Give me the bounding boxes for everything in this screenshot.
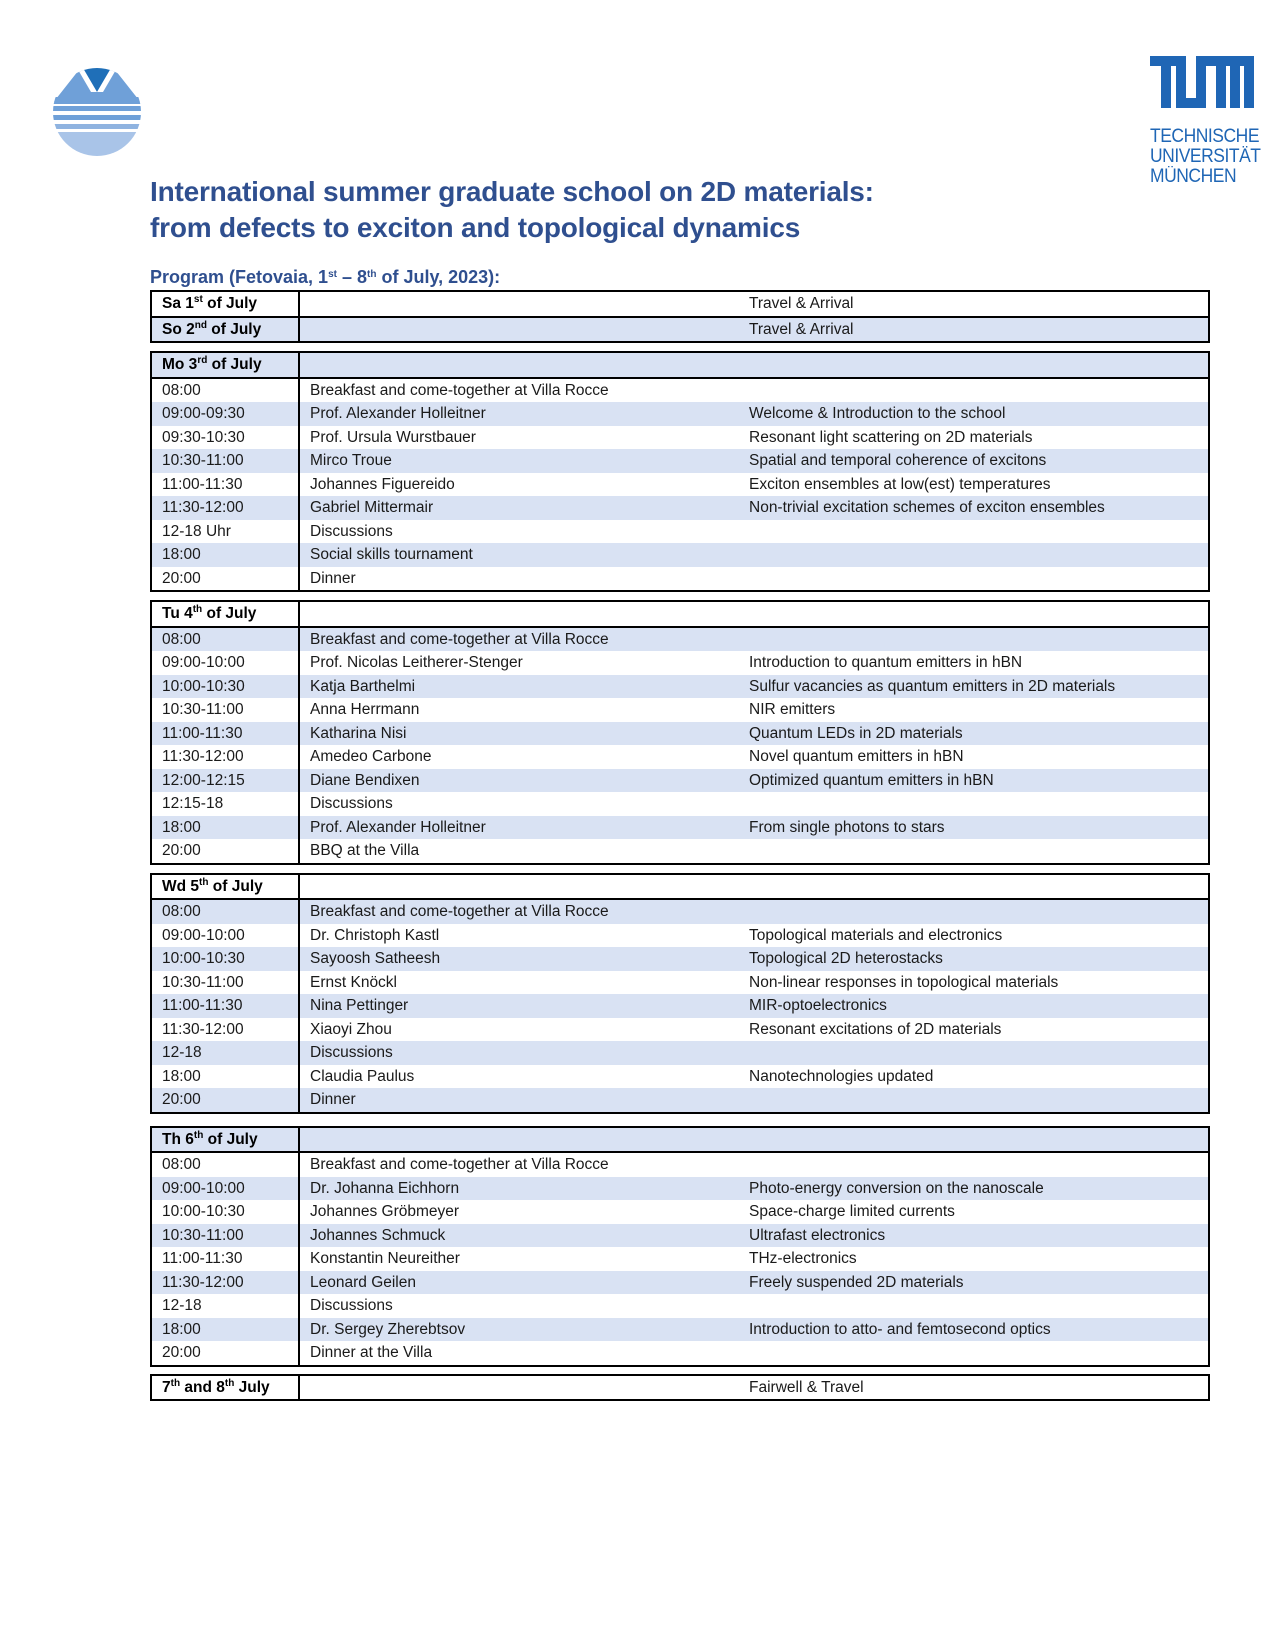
topic-cell: Welcome & Introduction to the school (739, 402, 1209, 426)
speaker-cell: Xiaoyi Zhou (299, 1018, 739, 1042)
speaker-cell: Prof. Alexander Holleitner (299, 816, 739, 840)
time-cell: 09:00-10:00 (151, 651, 299, 675)
day-table (150, 873, 1210, 1114)
schedule-row (151, 402, 1209, 426)
topic-cell: Freely suspended 2D materials (739, 1271, 1209, 1295)
schedule-row (151, 520, 1209, 544)
day-label (162, 321, 261, 338)
time-cell: 10:30-11:00 (151, 449, 299, 473)
speaker-cell: Prof. Ursula Wurstbauer (299, 426, 739, 450)
speaker-cell: Dinner at the Villa (299, 1341, 739, 1366)
day-label-prefix: So 2 (162, 320, 195, 338)
speaker-cell: Dinner (299, 567, 739, 592)
day-label-sup: nd (194, 319, 207, 331)
final-label-p2: and 8 (180, 1378, 225, 1396)
time-cell: 08:00 (151, 1152, 299, 1177)
time-cell: 20:00 (151, 567, 299, 592)
topic-cell: Photo-energy conversion on the nanoscale (739, 1177, 1209, 1201)
topic-cell (739, 567, 1209, 592)
schedule-row (151, 924, 1209, 948)
day-header-note (739, 601, 1209, 627)
time-cell: 11:30-12:00 (151, 745, 299, 769)
day-label-prefix: Sa 1 (162, 295, 194, 313)
speaker-cell: Prof. Alexander Holleitner (299, 402, 739, 426)
speaker-cell: Discussions (299, 1294, 739, 1318)
speaker-cell: Johannes Gröbmeyer (299, 1200, 739, 1224)
speaker-cell: Claudia Paulus (299, 1065, 739, 1089)
speaker-cell: Mirco Troue (299, 449, 739, 473)
schedule-row (151, 971, 1209, 995)
topic-cell: Nanotechnologies updated (739, 1065, 1209, 1089)
schedule-row (151, 947, 1209, 971)
topic-cell: Quantum LEDs in 2D materials (739, 722, 1209, 746)
speaker-cell: Johannes Figuereido (299, 473, 739, 497)
day-header-note (739, 352, 1209, 378)
schedule-row (151, 675, 1209, 699)
day-label (162, 1131, 258, 1148)
final-label-cell (151, 1375, 299, 1401)
schedule-row (151, 1177, 1209, 1201)
topic-cell: Resonant excitations of 2D materials (739, 1018, 1209, 1042)
day-label-suffix: of July (208, 877, 263, 895)
time-cell: 10:30-11:00 (151, 1224, 299, 1248)
day-label-prefix: Tu 4 (162, 605, 193, 623)
speaker-cell: Katja Barthelmi (299, 675, 739, 699)
time-cell: 11:30-12:00 (151, 1271, 299, 1295)
day-label-cell (151, 317, 299, 343)
final-label (162, 1379, 270, 1396)
day-table (150, 351, 1210, 592)
topic-cell (739, 1088, 1209, 1113)
speaker-cell: Breakfast and come-together at Villa Rocce (299, 378, 739, 403)
schedule-row (151, 816, 1209, 840)
speaker-cell: Breakfast and come-together at Villa Rocce (299, 1152, 739, 1177)
speaker-cell: Prof. Nicolas Leitherer-Stenger (299, 651, 739, 675)
speaker-cell: Ernst Knöckl (299, 971, 739, 995)
topic-cell: Topological 2D heterostacks (739, 947, 1209, 971)
topic-cell: Topological materials and electronics (739, 924, 1209, 948)
time-cell: 11:30-12:00 (151, 496, 299, 520)
speaker-cell: Gabriel Mittermair (299, 496, 739, 520)
day-label-sup: th (193, 1129, 204, 1141)
speaker-cell: Johannes Schmuck (299, 1224, 739, 1248)
speaker-cell: BBQ at the Villa (299, 839, 739, 864)
day-label-prefix: Th 6 (162, 1130, 194, 1148)
topic-cell (739, 1294, 1209, 1318)
schedule-row (151, 1294, 1209, 1318)
page-title (150, 174, 874, 246)
time-cell: 09:30-10:30 (151, 426, 299, 450)
final-label-s1: th (170, 1377, 181, 1389)
time-cell: 18:00 (151, 1065, 299, 1089)
day-header-note: Travel & Arrival (739, 317, 1209, 343)
schedule-row (151, 378, 1209, 403)
schedule-row (151, 426, 1209, 450)
topic-cell: Spatial and temporal coherence of excitons (739, 449, 1209, 473)
time-cell: 11:00-11:30 (151, 1247, 299, 1271)
day-label-prefix: Wd 5 (162, 877, 200, 895)
topic-cell: Novel quantum emitters in hBN (739, 745, 1209, 769)
topic-cell (739, 1152, 1209, 1177)
day-table (150, 1126, 1210, 1367)
topic-cell: Introduction to atto- and femtosecond optics (739, 1318, 1209, 1342)
topic-cell: Non-trivial excitation schemes of exciton ensembles (739, 496, 1209, 520)
day-label-prefix: Mo 3 (162, 356, 198, 374)
day-header-row (151, 874, 1209, 900)
final-note: Fairwell & Travel (739, 1375, 1209, 1401)
topic-cell: Introduction to quantum emitters in hBN (739, 651, 1209, 675)
tum-line-2: UNIVERSITÄT (1150, 146, 1261, 167)
time-cell: 12-18 (151, 1294, 299, 1318)
speaker-cell: Amedeo Carbone (299, 745, 739, 769)
schedule-row (151, 449, 1209, 473)
schedule-row (151, 1247, 1209, 1271)
time-cell: 11:00-11:30 (151, 473, 299, 497)
speaker-cell: Anna Herrmann (299, 698, 739, 722)
title-line-1: International summer graduate school on 2D materials: (150, 176, 874, 207)
program-prefix: Program (Fetovaia, 1 (150, 267, 329, 287)
day-label-sup: th (199, 876, 209, 888)
time-cell: 11:00-11:30 (151, 722, 299, 746)
topic-cell (739, 627, 1209, 652)
topic-cell (739, 792, 1209, 816)
table-gap (150, 592, 1210, 600)
time-cell: 18:00 (151, 816, 299, 840)
day-header-note (739, 1127, 1209, 1153)
time-cell: 11:00-11:30 (151, 994, 299, 1018)
speaker-cell: Dr. Sergey Zherebtsov (299, 1318, 739, 1342)
day-header-note: Travel & Arrival (739, 291, 1209, 317)
topic-cell: Space-charge limited currents (739, 1200, 1209, 1224)
time-cell: 10:00-10:30 (151, 947, 299, 971)
topic-cell: NIR emitters (739, 698, 1209, 722)
emblem-icon (50, 66, 144, 156)
day-label (162, 356, 262, 373)
day-label-cell (151, 1127, 299, 1153)
schedule-row (151, 745, 1209, 769)
day-header-row (151, 317, 1209, 343)
topic-cell (739, 1041, 1209, 1065)
schedule-row (151, 792, 1209, 816)
time-cell: 08:00 (151, 627, 299, 652)
speaker-cell: Dinner (299, 1088, 739, 1113)
schedule-row (151, 543, 1209, 567)
speaker-cell: Dr. Christoph Kastl (299, 924, 739, 948)
speaker-cell: Social skills tournament (299, 543, 739, 567)
time-cell: 08:00 (151, 899, 299, 924)
program-mid: – 8 (336, 267, 367, 287)
day-label (162, 605, 256, 622)
time-cell: 09:00-09:30 (151, 402, 299, 426)
tum-line-1: TECHNISCHE (1150, 126, 1260, 147)
day-header-note (739, 874, 1209, 900)
time-cell: 20:00 (151, 1088, 299, 1113)
day-header-blank (299, 352, 739, 378)
program-heading (150, 266, 500, 288)
topic-cell: MIR-optoelectronics (739, 994, 1209, 1018)
day-label-suffix: of July (203, 1130, 258, 1148)
time-cell: 18:00 (151, 1318, 299, 1342)
schedule-row (151, 1224, 1209, 1248)
topic-cell: Ultrafast electronics (739, 1224, 1209, 1248)
time-cell: 10:00-10:30 (151, 1200, 299, 1224)
topic-cell (739, 899, 1209, 924)
topic-cell (739, 543, 1209, 567)
time-cell: 11:30-12:00 (151, 1018, 299, 1042)
table-gap (150, 1114, 1210, 1126)
schedule-row (151, 1271, 1209, 1295)
time-cell: 08:00 (151, 378, 299, 403)
speaker-cell: Nina Pettinger (299, 994, 739, 1018)
schedule-row (151, 1200, 1209, 1224)
speaker-cell: Dr. Johanna Eichhorn (299, 1177, 739, 1201)
schedule-row (151, 627, 1209, 652)
schedule-row (151, 1318, 1209, 1342)
schedule-row (151, 698, 1209, 722)
program-suffix: of July, 2023): (376, 267, 501, 287)
speaker-cell: Breakfast and come-together at Villa Rocce (299, 899, 739, 924)
topic-cell: Resonant light scattering on 2D materials (739, 426, 1209, 450)
topic-cell: Optimized quantum emitters in hBN (739, 769, 1209, 793)
final-label-p3: July (234, 1378, 270, 1396)
time-cell: 20:00 (151, 1341, 299, 1366)
day-header-row (151, 601, 1209, 627)
day-label-sup: th (192, 604, 203, 616)
day-label (162, 295, 257, 312)
final-row (151, 1375, 1209, 1401)
day-label-cell (151, 352, 299, 378)
topic-cell: Non-linear responses in topological materials (739, 971, 1209, 995)
program-sup-2: th (367, 269, 377, 280)
speaker-cell: Discussions (299, 792, 739, 816)
time-cell: 12-18 (151, 1041, 299, 1065)
time-cell: 12:15-18 (151, 792, 299, 816)
speaker-cell: Discussions (299, 1041, 739, 1065)
day-table (150, 290, 1210, 343)
tum-logo (1150, 56, 1262, 187)
day-label-sup: st (193, 294, 203, 306)
table-gap (150, 1367, 1210, 1374)
time-cell: 12:00-12:15 (151, 769, 299, 793)
schedule-row (151, 1152, 1209, 1177)
schedule-row (151, 839, 1209, 864)
schedule-row (151, 1041, 1209, 1065)
day-label (162, 878, 263, 895)
day-header-blank (299, 291, 739, 317)
time-cell: 09:00-10:00 (151, 1177, 299, 1201)
topic-cell: THz-electronics (739, 1247, 1209, 1271)
speaker-cell: Sayoosh Satheesh (299, 947, 739, 971)
day-label-cell (151, 874, 299, 900)
time-cell: 10:00-10:30 (151, 675, 299, 699)
schedule-row (151, 651, 1209, 675)
day-label-suffix: of July (206, 320, 262, 338)
speaker-cell: Leonard Geilen (299, 1271, 739, 1295)
schedule-row (151, 1088, 1209, 1113)
day-header-blank (299, 601, 739, 627)
day-label-suffix: of July (207, 356, 262, 374)
final-label-p1: 7 (162, 1378, 171, 1396)
schedule-row (151, 1018, 1209, 1042)
topic-cell: Exciton ensembles at low(est) temperatures (739, 473, 1209, 497)
schedule-row (151, 496, 1209, 520)
schedule-row (151, 473, 1209, 497)
topic-cell (739, 1341, 1209, 1366)
time-cell: 10:30-11:00 (151, 698, 299, 722)
topic-cell (739, 520, 1209, 544)
speaker-cell: Katharina Nisi (299, 722, 739, 746)
day-header-row (151, 291, 1209, 317)
day-header-blank (299, 1127, 739, 1153)
day-label-suffix: of July (202, 295, 258, 313)
time-cell: 09:00-10:00 (151, 924, 299, 948)
time-cell: 12-18 Uhr (151, 520, 299, 544)
time-cell: 20:00 (151, 839, 299, 864)
day-header-row (151, 1127, 1209, 1153)
final-day-table (150, 1374, 1210, 1402)
time-cell: 10:30-11:00 (151, 971, 299, 995)
schedule-row (151, 1341, 1209, 1366)
final-label-s2: th (224, 1377, 235, 1389)
day-label-suffix: of July (202, 605, 257, 623)
schedule-row (151, 769, 1209, 793)
table-gap (150, 343, 1210, 351)
topic-cell: From single photons to stars (739, 816, 1209, 840)
title-line-2: from defects to exciton and topological dynamics (150, 212, 801, 243)
day-table (150, 600, 1210, 865)
topic-cell (739, 839, 1209, 864)
schedule-row (151, 567, 1209, 592)
day-label-cell (151, 291, 299, 317)
school-emblem-logo (50, 66, 144, 156)
final-blank (299, 1375, 739, 1401)
topic-cell (739, 378, 1209, 403)
day-header-blank (299, 317, 739, 343)
schedule-row (151, 722, 1209, 746)
program-schedule (150, 290, 1210, 1401)
schedule-row (151, 899, 1209, 924)
schedule-row (151, 994, 1209, 1018)
speaker-cell: Discussions (299, 520, 739, 544)
day-header-blank (299, 874, 739, 900)
tum-line-3: MÜNCHEN (1150, 166, 1237, 187)
speaker-cell: Konstantin Neureither (299, 1247, 739, 1271)
speaker-cell: Breakfast and come-together at Villa Rocce (299, 627, 739, 652)
day-label-cell (151, 601, 299, 627)
schedule-row (151, 1065, 1209, 1089)
tum-mark-icon (1150, 56, 1254, 108)
speaker-cell: Diane Bendixen (299, 769, 739, 793)
day-label-sup: rd (197, 355, 208, 367)
time-cell: 18:00 (151, 543, 299, 567)
table-gap (150, 865, 1210, 873)
day-header-row (151, 352, 1209, 378)
program-sup-1: st (328, 269, 337, 280)
topic-cell: Sulfur vacancies as quantum emitters in 2D materials (739, 675, 1209, 699)
